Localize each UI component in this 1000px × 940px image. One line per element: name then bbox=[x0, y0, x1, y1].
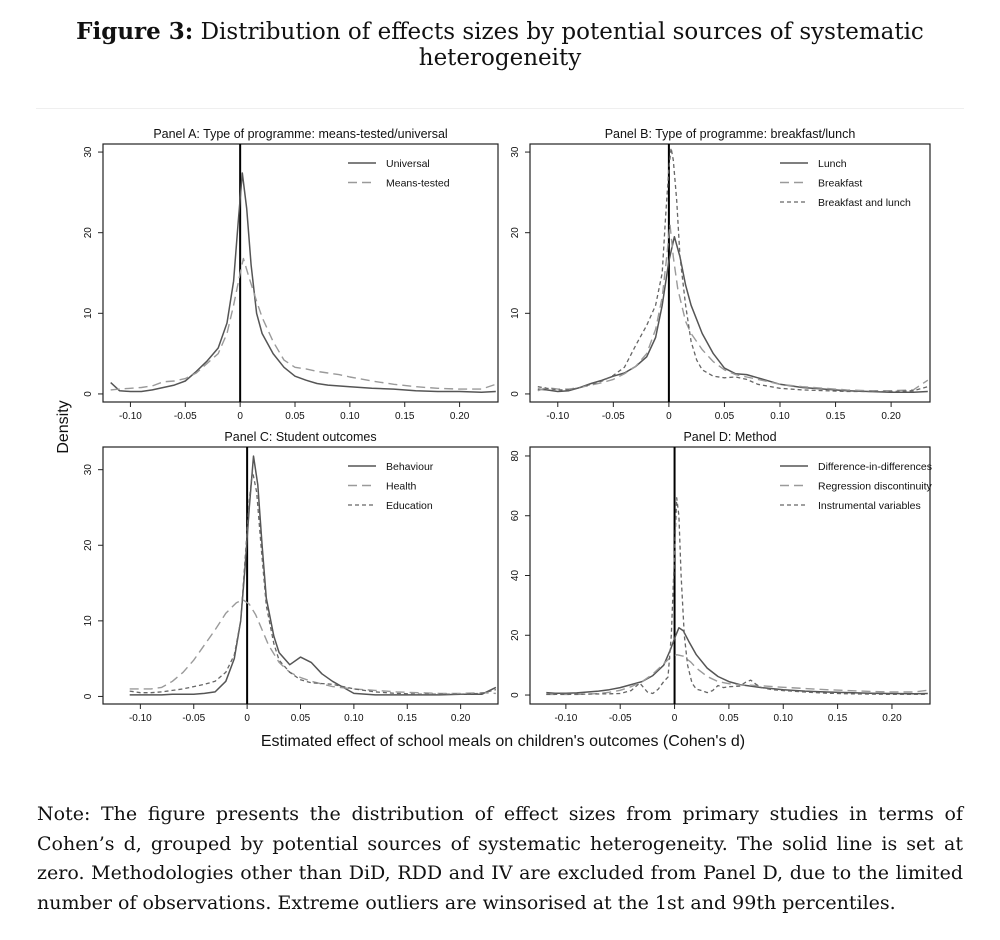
x-tick-label: 0.20 bbox=[881, 411, 901, 422]
y-tick-label: 0 bbox=[510, 391, 521, 397]
legend-label: Breakfast and lunch bbox=[818, 197, 911, 209]
x-tick-label: 0.10 bbox=[773, 713, 793, 724]
panel-title: Panel C: Student outcomes bbox=[224, 430, 377, 444]
y-tick-label: 10 bbox=[83, 615, 94, 627]
x-tick-label: -0.10 bbox=[128, 713, 152, 724]
x-tick-label: -0.10 bbox=[546, 411, 570, 422]
panel-title: Panel D: Method bbox=[683, 430, 777, 444]
x-tick-label: -0.05 bbox=[608, 713, 632, 724]
x-tick-label: -0.10 bbox=[119, 411, 142, 422]
x-tick-label: 0.05 bbox=[714, 411, 735, 422]
figure-label: Figure 3: bbox=[76, 18, 194, 45]
x-tick-label: 0.20 bbox=[882, 713, 902, 724]
panel-title: Panel B: Type of programme: breakfast/lunch bbox=[604, 127, 856, 141]
y-tick-label: 60 bbox=[510, 510, 521, 522]
x-tick-label: 0.10 bbox=[344, 713, 364, 724]
x-tick-label: -0.10 bbox=[554, 713, 578, 724]
y-tick-label: 40 bbox=[510, 569, 521, 582]
y-tick-label: 20 bbox=[83, 539, 94, 551]
y-tick-label: 20 bbox=[83, 227, 94, 239]
y-axis-label: Density bbox=[55, 400, 72, 454]
figure-panels bbox=[0, 112, 1000, 762]
y-tick-label: 80 bbox=[510, 450, 521, 462]
x-tick-label: 0.10 bbox=[770, 411, 790, 422]
x-tick-label: 0 bbox=[671, 713, 678, 724]
legend-label: Universal bbox=[386, 158, 430, 170]
legend-label: Lunch bbox=[818, 158, 847, 170]
y-tick-label: 10 bbox=[510, 307, 521, 319]
x-tick-label: 0.10 bbox=[340, 411, 360, 422]
x-tick-label: -0.05 bbox=[173, 411, 197, 422]
y-tick-label: 30 bbox=[83, 464, 94, 476]
x-tick-label: 0.15 bbox=[395, 411, 415, 422]
legend-label: Behaviour bbox=[386, 461, 434, 473]
x-tick-label: 0.05 bbox=[285, 411, 305, 422]
x-axis-label: Estimated effect of school meals on children's outcomes (Cohen's d) bbox=[260, 733, 746, 750]
panel-d bbox=[510, 430, 933, 724]
x-tick-label: 0.20 bbox=[450, 713, 471, 724]
legend-label: Instrumental variables bbox=[818, 500, 921, 512]
y-tick-label: 0 bbox=[510, 692, 521, 698]
legend-label: Difference-in-differences bbox=[818, 461, 933, 473]
plot-frame bbox=[530, 144, 930, 402]
y-tick-label: 30 bbox=[510, 146, 521, 158]
x-tick-label: 0.20 bbox=[449, 411, 470, 422]
x-tick-label: -0.05 bbox=[182, 713, 206, 724]
x-tick-label: 0 bbox=[244, 713, 250, 724]
separator-line bbox=[36, 108, 964, 109]
x-tick-label: 0.15 bbox=[397, 713, 417, 724]
panel-a bbox=[83, 127, 498, 422]
legend-label: Means-tested bbox=[386, 177, 450, 190]
y-tick-label: 0 bbox=[83, 693, 94, 700]
x-tick-label: 0 bbox=[666, 411, 672, 422]
legend-label: Regression discontinuity bbox=[818, 480, 932, 493]
x-tick-label: 0 bbox=[237, 411, 243, 422]
x-tick-label: 0.05 bbox=[290, 713, 311, 724]
figure-title-text: Distribution of effects sizes by potential sources of systematic heterogeneity bbox=[200, 19, 924, 71]
y-tick-label: 0 bbox=[83, 391, 94, 397]
plot-frame bbox=[103, 447, 498, 704]
panel-c bbox=[83, 430, 498, 724]
legend-label: Health bbox=[386, 480, 417, 493]
legend-label: Breakfast bbox=[818, 177, 863, 190]
figure-note: Note: The figure presents the distribution of effect sizes from primary studies in terms of Cohen’s d, grouped by potential sources of systematic heterogeneity. The solid line is set at zero. Methodologies other than DiD, RDD and IV are excluded from Panel D, due to the limited number of observations. Extreme outliers are winsorised at the 1st and 99th percentiles. bbox=[37, 803, 963, 914]
x-tick-label: 0.15 bbox=[825, 411, 846, 422]
x-tick-label: -0.05 bbox=[601, 411, 625, 422]
panel-title: Panel A: Type of programme: means-tested/universal bbox=[153, 127, 448, 141]
y-tick-label: 20 bbox=[510, 629, 521, 641]
x-tick-label: 0.15 bbox=[827, 713, 848, 724]
panel-b bbox=[510, 127, 930, 422]
y-tick-label: 20 bbox=[510, 227, 521, 239]
legend-label: Education bbox=[386, 500, 433, 512]
x-tick-label: 0.05 bbox=[719, 713, 739, 724]
figure-title bbox=[0, 18, 1000, 71]
y-tick-label: 30 bbox=[83, 146, 94, 158]
y-tick-label: 10 bbox=[83, 307, 94, 319]
